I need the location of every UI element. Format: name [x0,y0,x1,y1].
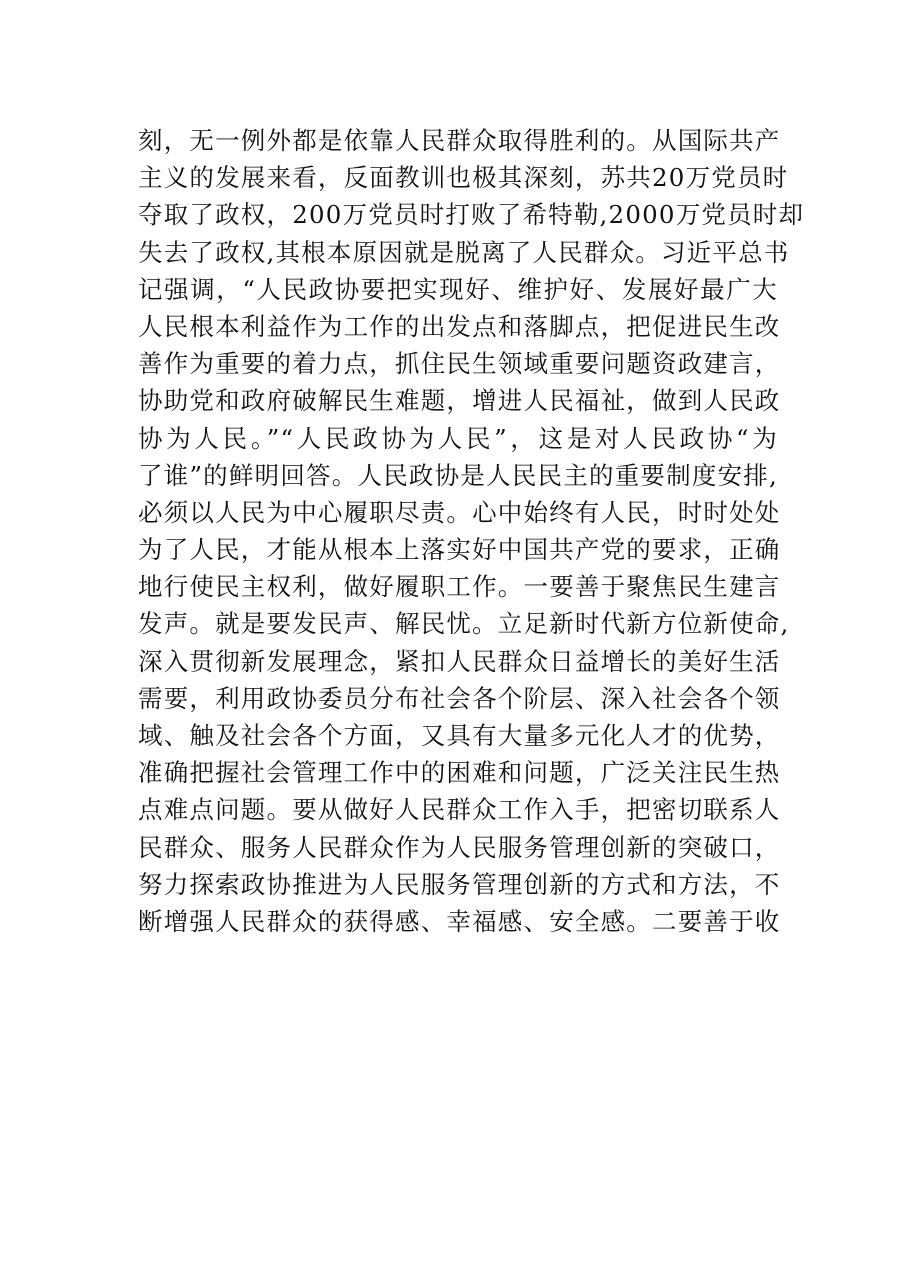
text-line: 需要，利用政协委员分布社会各个阶层、深入社会各个领 [138,683,781,713]
text-line: 域、触及社会各个方面，又具有大量多元化人才的优势， [138,721,781,750]
text-line: 了谁”的鲜明回答。人民政协是人民民主的重要制度安排, [138,460,778,490]
text-line: 主义的发展来看，反面教训也极其深刻，苏共20万党员时 [138,163,789,193]
text-line: 刻，无一例外都是依靠人民群众取得胜利的。从国际共产 [138,126,781,155]
text-line: 人民根本利益作为工作的出发点和落脚点，把促进民生改 [138,311,781,341]
text-line: 地行使民主权利，做好履职工作。一要善于聚焦民生建言 [138,572,781,602]
text-line: 民群众、服务人民群众作为人民服务管理创新的突破口， [138,832,781,862]
text-line: 深入贯彻新发展理念，紧扣人民群众日益增长的美好生活 [138,646,781,676]
text-line: 善作为重要的着力点，抓住民生领域重要问题资政建言， [138,349,781,379]
text-line: 协为人民。”“人民政协为人民”，这是对人民政协“为 [138,423,778,453]
text-line: 夺取了政权，200万党员时打败了希特勒,2000万党员时却 [138,200,805,230]
text-line: 努力探索政协推进为人民服务管理创新的方式和方法，不 [138,869,781,899]
text-line: 准确把握社会管理工作中的困难和问题，广泛关注民生热 [138,758,781,788]
text-line: 断增强人民群众的获得感、幸福感、安全感。二要善于收 [138,906,781,936]
text-line: 必须以人民为中心履职尽责。心中始终有人民，时时处处 [138,497,781,527]
body-text [138,122,805,940]
text-line: 失去了政权,其根本原因就是脱离了人民群众。习近平总书 [138,237,790,267]
text-line: 发声。就是要发民声、解民忧。立足新时代新方位新使命, [138,609,790,639]
text-line: 点难点问题。要从做好人民群众工作入手，把密切联系人 [138,795,781,825]
text-line: 协助党和政府破解民生难题，增进人民福祉，做到人民政 [138,386,781,416]
text-line: 为了人民，才能从根本上落实好中国共产党的要求，正确 [138,535,781,565]
text-line: 记强调，“人民政协要把实现好、维护好、发展好最广大 [138,274,778,304]
